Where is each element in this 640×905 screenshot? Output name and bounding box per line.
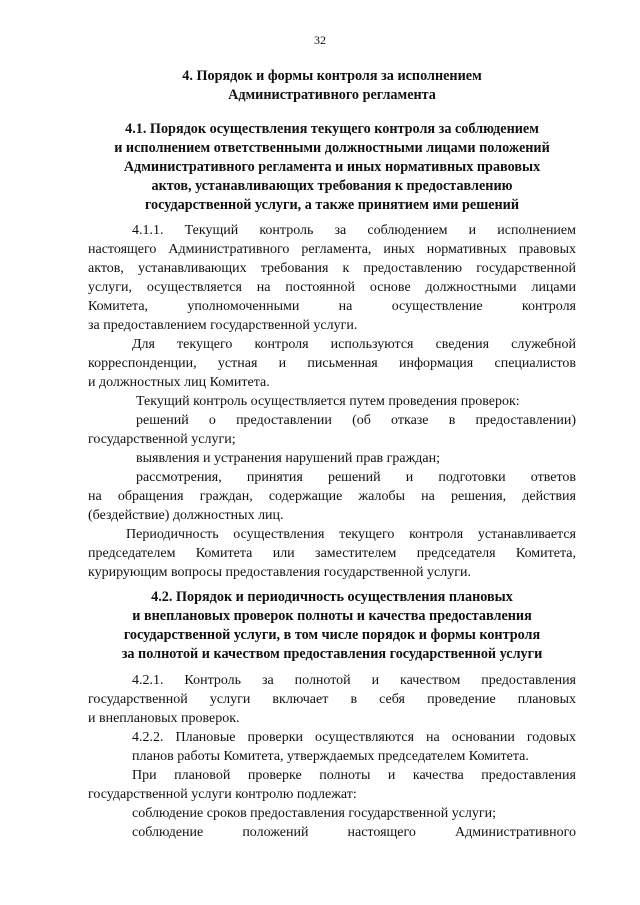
section-4-1-body (88, 221, 576, 582)
heading-line: 4.1. Порядок осуществления текущего контроля за соблюдением (125, 121, 539, 137)
paragraph-line: корреспонденции, устная и письменная информация специалистов (88, 356, 576, 371)
paragraph-line: Периодичность осуществления текущего контроля устанавливается (126, 527, 576, 542)
paragraph-line: рассмотрения, принятия решений и подготовки ответов (136, 470, 576, 485)
section-4-2-body (88, 671, 576, 842)
paragraph-line: услуги, осуществляется на постоянной основе должностными лицами (88, 280, 576, 295)
paragraph-line: государственной услуги контролю подлежат: (88, 787, 357, 802)
paragraph-line: и должностных лиц Комитета. (88, 375, 270, 390)
heading-line: Административного регламента и иных нормативных правовых (123, 159, 541, 175)
paragraph-line: 4.1.1. Текущий контроль за соблюдением и исполнением (132, 223, 576, 238)
heading-line: за полнотой и качеством предоставления государственной услуги (121, 646, 543, 662)
paragraph-line: государственной услуги включает в себя проведение плановых (88, 692, 576, 707)
heading-line: актов, устанавливающих требования к предоставлению (151, 178, 513, 194)
heading-line: Административного регламента (228, 87, 436, 103)
paragraph-line: настоящего Административного регламента, иных нормативных правовых (88, 242, 576, 257)
paragraph-line: Текущий контроль осуществляется путем проведения проверок: (136, 394, 520, 409)
paragraph-line: на обращения граждан, содержащие жалобы на решения, действия (88, 489, 576, 504)
paragraph-line: выявления и устранения нарушений прав граждан; (136, 451, 441, 466)
paragraph-line: планов работы Комитета, утверждаемых председателем Комитета. (132, 749, 529, 764)
heading-line: государственной услуги, в том числе порядок и формы контроля (123, 627, 541, 643)
paragraph-line: решений о предоставлении (об отказе в предоставлении) (136, 413, 576, 428)
page-number: 32 (314, 33, 326, 47)
paragraph-line: (бездействие) должностных лиц. (88, 508, 284, 523)
section-4-heading (88, 67, 576, 105)
paragraph-line: актов, устанавливающих требования к предоставлению государственной (88, 261, 576, 276)
section-4-2-heading (88, 588, 576, 664)
paragraph-line: председателем Комитета или заместителем председателя Комитета, (88, 546, 576, 561)
paragraph-line: соблюдение положений настоящего Административного (132, 825, 576, 840)
heading-line: 4. Порядок и формы контроля за исполнением (182, 68, 482, 84)
heading-line: и внеплановых проверок полноты и качества предоставления (132, 608, 532, 624)
paragraph-line: курирующим вопросы предоставления государственной услуги. (88, 565, 471, 580)
paragraph-line: Комитета, уполномоченными на осуществление контроля (88, 299, 576, 314)
paragraph-line: соблюдение сроков предоставления государственной услуги; (132, 806, 497, 821)
paragraph-line: Для текущего контроля используются сведения служебной (132, 337, 576, 352)
paragraph-line: и внеплановых проверок. (88, 711, 240, 726)
paragraph-line: государственной услуги; (88, 432, 236, 447)
paragraph-line: 4.2.2. Плановые проверки осуществляются на основании годовых (132, 730, 576, 745)
paragraph-line: При плановой проверке полноты и качества предоставления (132, 768, 576, 783)
heading-line: государственной услуги, а также принятием ими решений (144, 197, 520, 213)
heading-line: и исполнением ответственными должностными лицами положений (114, 140, 550, 156)
heading-line: 4.2. Порядок и периодичность осуществления плановых (151, 589, 513, 605)
paragraph-line: за предоставлением государственной услуги. (88, 318, 358, 333)
paragraph-line: 4.2.1. Контроль за полнотой и качеством предоставления (132, 673, 576, 688)
section-4-1-heading (88, 120, 576, 215)
